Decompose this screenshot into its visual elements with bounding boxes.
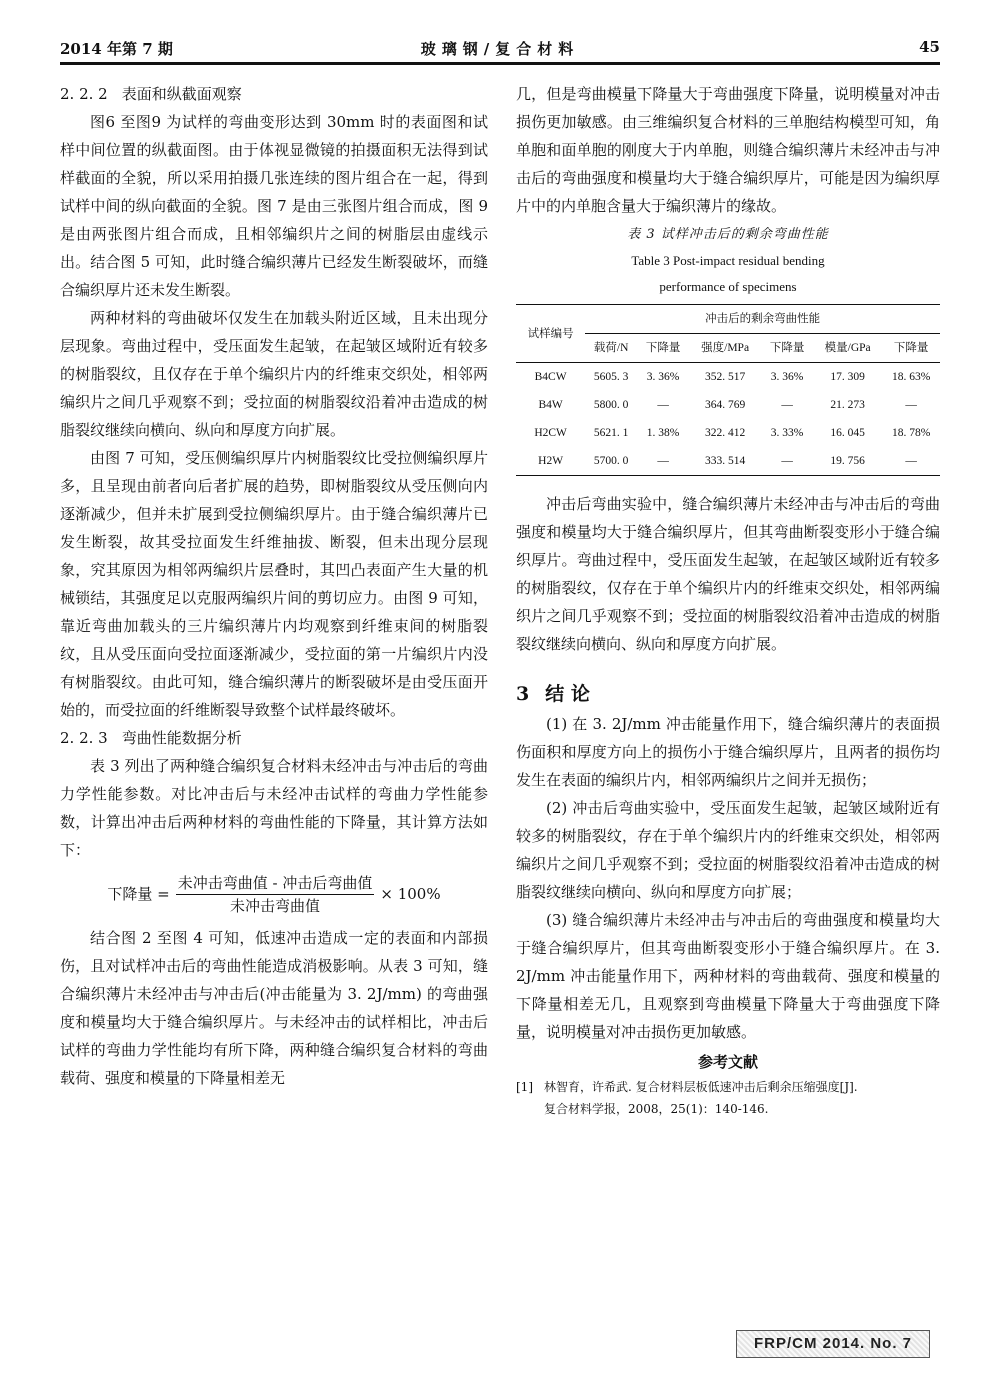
table-cell: 16. 045 <box>830 427 865 439</box>
section-heading-3 <box>516 680 940 708</box>
section-title: 结 论 <box>545 683 590 705</box>
table-cell: — <box>761 447 813 476</box>
issue-label: 2014 年第 7 期 <box>60 40 173 58</box>
formula-rhs: × 100% <box>380 885 441 903</box>
reference-item <box>516 1076 940 1120</box>
table-cell: 3. 36% <box>770 371 804 383</box>
section-number: 2. 2. 3 <box>60 729 108 747</box>
table-cell: — <box>781 399 793 411</box>
column-header: 下降量 <box>882 334 940 363</box>
running-header <box>60 34 940 64</box>
right-column <box>516 80 940 1120</box>
page-number: 45 <box>919 38 940 56</box>
table-cell: — <box>905 399 917 411</box>
paragraph: 表 3 列出了两种缝合编织复合材料未经冲击与冲击后的弯曲力学性能参数。对比冲击后与未经冲击试样的弯曲力学性能参数，计算出冲击后两种材料的弯曲性能的下降量，其计算方法如下： <box>60 757 488 859</box>
paragraph: 由图 7 可知，受压侧编织厚片内树脂裂纹比受拉侧编织厚片多，且呈现由前者向后者扩展的趋势，即树脂裂纹从受压侧向内逐渐减少，但并未扩展到受拉侧编织厚片。由于缝合编织薄片已发生断裂，故其受拉面发生纤维抽拔、断裂，但未出现分层现象，究其原因为相邻两编织片层叠时，其凹凸表面产生大量的机械锁结，其强度足以克服两编织片间的剪切应力。由图 9 可知，靠近弯曲加载头的三片编织薄片内均观察到纤维束间的树脂裂纹，且从受压面向受拉面逐渐减少，受拉面的第一片编织片内没有树脂裂纹。由此可知，缝合编织薄片的断裂破坏是由受压面开始的，而受拉面的纤维断裂导致整个试样最终破坏。 <box>60 449 488 719</box>
paragraph: 图6 至图9 为试样的弯曲变形达到 30mm 时的表面图和试样中间位置的纵截面图。由于体视显微镜的拍摄面积无法得到试样截面的全貌，所以采用拍摄几张连续的图片组合在一起，得到试样中间的纵向截面的全貌。图 7 是由三张图片组合而成，图 9 是由两张图片组合而成，且相邻编织片之间的树脂层由虚线示出。结合图 5 可知，此时缝合编织薄片已经发生断裂破坏，而缝合编织厚片还未发生断裂。 <box>60 113 488 299</box>
column-header: 载荷/N <box>585 334 637 363</box>
conclusion-item: (3) 缝合编织薄片未经冲击与冲击后的弯曲强度和模量均大于缝合编织厚片，但其弯曲断裂变形小于缝合编织厚片。在 3. 2J/mm 冲击能量作用下，两种材料的弯曲载荷、强度和模量的下降量相差无几，且观察到弯曲模量下降量大于弯曲强度下降量，说明模量对冲击损伤更加敏感。 <box>516 911 940 1041</box>
table-cell: 19. 756 <box>813 447 882 476</box>
formula-numerator: 未冲击弯曲值 - 冲击后弯曲值 <box>176 872 375 895</box>
table-cell: B4CW <box>534 371 567 383</box>
section-number: 3 <box>516 683 530 705</box>
table-cell: 18. 78% <box>891 427 931 439</box>
table-caption-en-line2: performance of specimens <box>659 279 797 294</box>
formula-lhs: 下降量 = <box>107 885 170 903</box>
reference-index: [1] <box>516 1080 533 1094</box>
table-row <box>516 419 940 447</box>
table-group-header: 冲击后的剩余弯曲性能 <box>585 305 940 334</box>
table-cell: 17. 309 <box>830 371 865 383</box>
table-cell: 5621. 1 <box>593 427 629 439</box>
conclusion-item: (1) 在 3. 2J/mm 冲击能量作用下，缝合编织薄片的表面损伤面积和厚度方向上的损伤小于缝合编织厚片，且两者的损伤均发生在表面的编织片内，相邻两编织片之间并无损伤； <box>516 715 940 789</box>
table-cell: — <box>637 447 689 476</box>
section-heading-2-2-2 <box>60 80 488 108</box>
table-corner-header: 试样编号 <box>516 305 585 363</box>
formula-fraction <box>176 872 375 917</box>
column-header: 强度/MPa <box>689 334 761 363</box>
table-cell: 352. 517 <box>704 371 746 383</box>
table-caption-en-line1: Table 3 Post-impact residual bending <box>631 253 825 268</box>
table-cell: 21. 273 <box>830 399 865 411</box>
table-row <box>516 391 940 419</box>
paragraph: 几，但是弯曲模量下降量大于弯曲强度下降量，说明模量对冲击损伤更加敏感。由三维编织复合材料的三单胞结构模型可知，角单胞和面单胞的刚度大于内单胞，则缝合编织薄片未经冲击与冲击后的弯曲强度和模量均大于缝合编织厚片，可能是因为编织厚片中的内单胞含量大于编织薄片的缘故。 <box>516 85 940 215</box>
table-cell: 3. 36% <box>646 371 680 383</box>
table-cell: 3. 33% <box>770 427 804 439</box>
section-number: 2. 2. 2 <box>60 85 108 103</box>
conclusion-item: (2) 冲击后弯曲实验中，受压面发生起皱，起皱区域附近有较多的树脂裂纹，存在于单个编织片内的纤维束交织处，相邻两编织片之间几乎观察不到；受拉面的树脂裂纹沿着冲击造成的树脂裂纹继续向横向、纵向和厚度方向扩展； <box>516 799 940 901</box>
table-cell: 1. 38% <box>646 427 680 439</box>
table-cell: B4W <box>538 399 563 411</box>
paragraph: 冲击后弯曲实验中，缝合编织薄片未经冲击与冲击后的弯曲强度和模量均大于缝合编织厚片，但其弯曲断裂变形小于缝合编织厚片。弯曲过程中，受压面发生起皱，在起皱区域附近有较多的树脂裂纹，仅存在于单个编织片内的纤维束交织处，相邻两编织片之间几乎观察不到；受拉面的树脂裂纹沿着冲击造成的树脂裂纹继续向横向、纵向和厚度方向扩展。 <box>516 495 940 653</box>
residual-bending-table <box>516 304 940 476</box>
column-header: 下降量 <box>761 334 813 363</box>
references-heading: 参考文献 <box>697 1053 758 1071</box>
table-cell: 364. 769 <box>704 399 746 411</box>
table-cell: H2CW <box>534 427 567 439</box>
table-row <box>516 447 940 476</box>
section-title: 表面和纵截面观察 <box>121 85 242 103</box>
table-cell: 333. 514 <box>689 447 761 476</box>
table-cell: H2W <box>516 447 585 476</box>
formula-denominator: 未冲击弯曲值 <box>230 896 321 915</box>
journal-title: 玻璃钢/复合材料 <box>420 40 580 58</box>
table-cell: 322. 412 <box>704 427 746 439</box>
left-column <box>60 80 488 1092</box>
column-header: 模量/GPa <box>813 334 882 363</box>
table-cell: 18. 63% <box>891 371 931 383</box>
paragraph: 两种材料的弯曲破坏仅发生在加载头附近区域，且未出现分层现象。弯曲过程中，受压面发生起皱，在起皱区域附近有较多的树脂裂纹，且仅存在于单个编织片内的纤维束交织处，相邻两编织片之间几乎观察不到；受拉面的树脂裂纹沿着冲击造成的树脂裂纹继续向横向、纵向和厚度方向扩展。 <box>60 309 488 439</box>
table-row <box>516 363 940 392</box>
table-cell: — <box>882 447 940 476</box>
reference-text-line1: 林智育，许希武. 复合材料层板低速冲击后剩余压缩强度[J]. <box>544 1080 858 1094</box>
paragraph: 结合图 2 至图 4 可知，低速冲击造成一定的表面和内部损伤，且对试样冲击后的弯曲性能造成消极影响。从表 3 可知，缝合编织薄片未经冲击与冲击后(冲击能量为 3. 2J/mm) 的弯曲强度和模量均大于缝合编织厚片。与未经冲击的试样相比，冲击后试样的弯曲力学性能均有所下降，两种缝合编织复合材料的弯曲载荷、强度和模量的下降量相差无 <box>60 929 488 1087</box>
header-rule <box>60 62 940 65</box>
column-header: 下降量 <box>637 334 689 363</box>
decline-formula <box>60 866 488 922</box>
section-heading-2-2-3 <box>60 724 488 752</box>
section-title: 弯曲性能数据分析 <box>121 729 242 747</box>
table-caption-cn: 表 3 试样冲击后的剩余弯曲性能 <box>627 227 829 242</box>
table-cell: — <box>657 399 669 411</box>
reference-text-line2: 复合材料学报，2008，25(1)：140-146. <box>544 1102 769 1116</box>
table-cell: 5605. 3 <box>593 371 629 383</box>
journal-footer-badge: FRP/CM 2014. No. 7 <box>736 1330 930 1358</box>
table-cell: 5700. 0 <box>585 447 637 476</box>
table-cell: 5800. 0 <box>593 399 629 411</box>
